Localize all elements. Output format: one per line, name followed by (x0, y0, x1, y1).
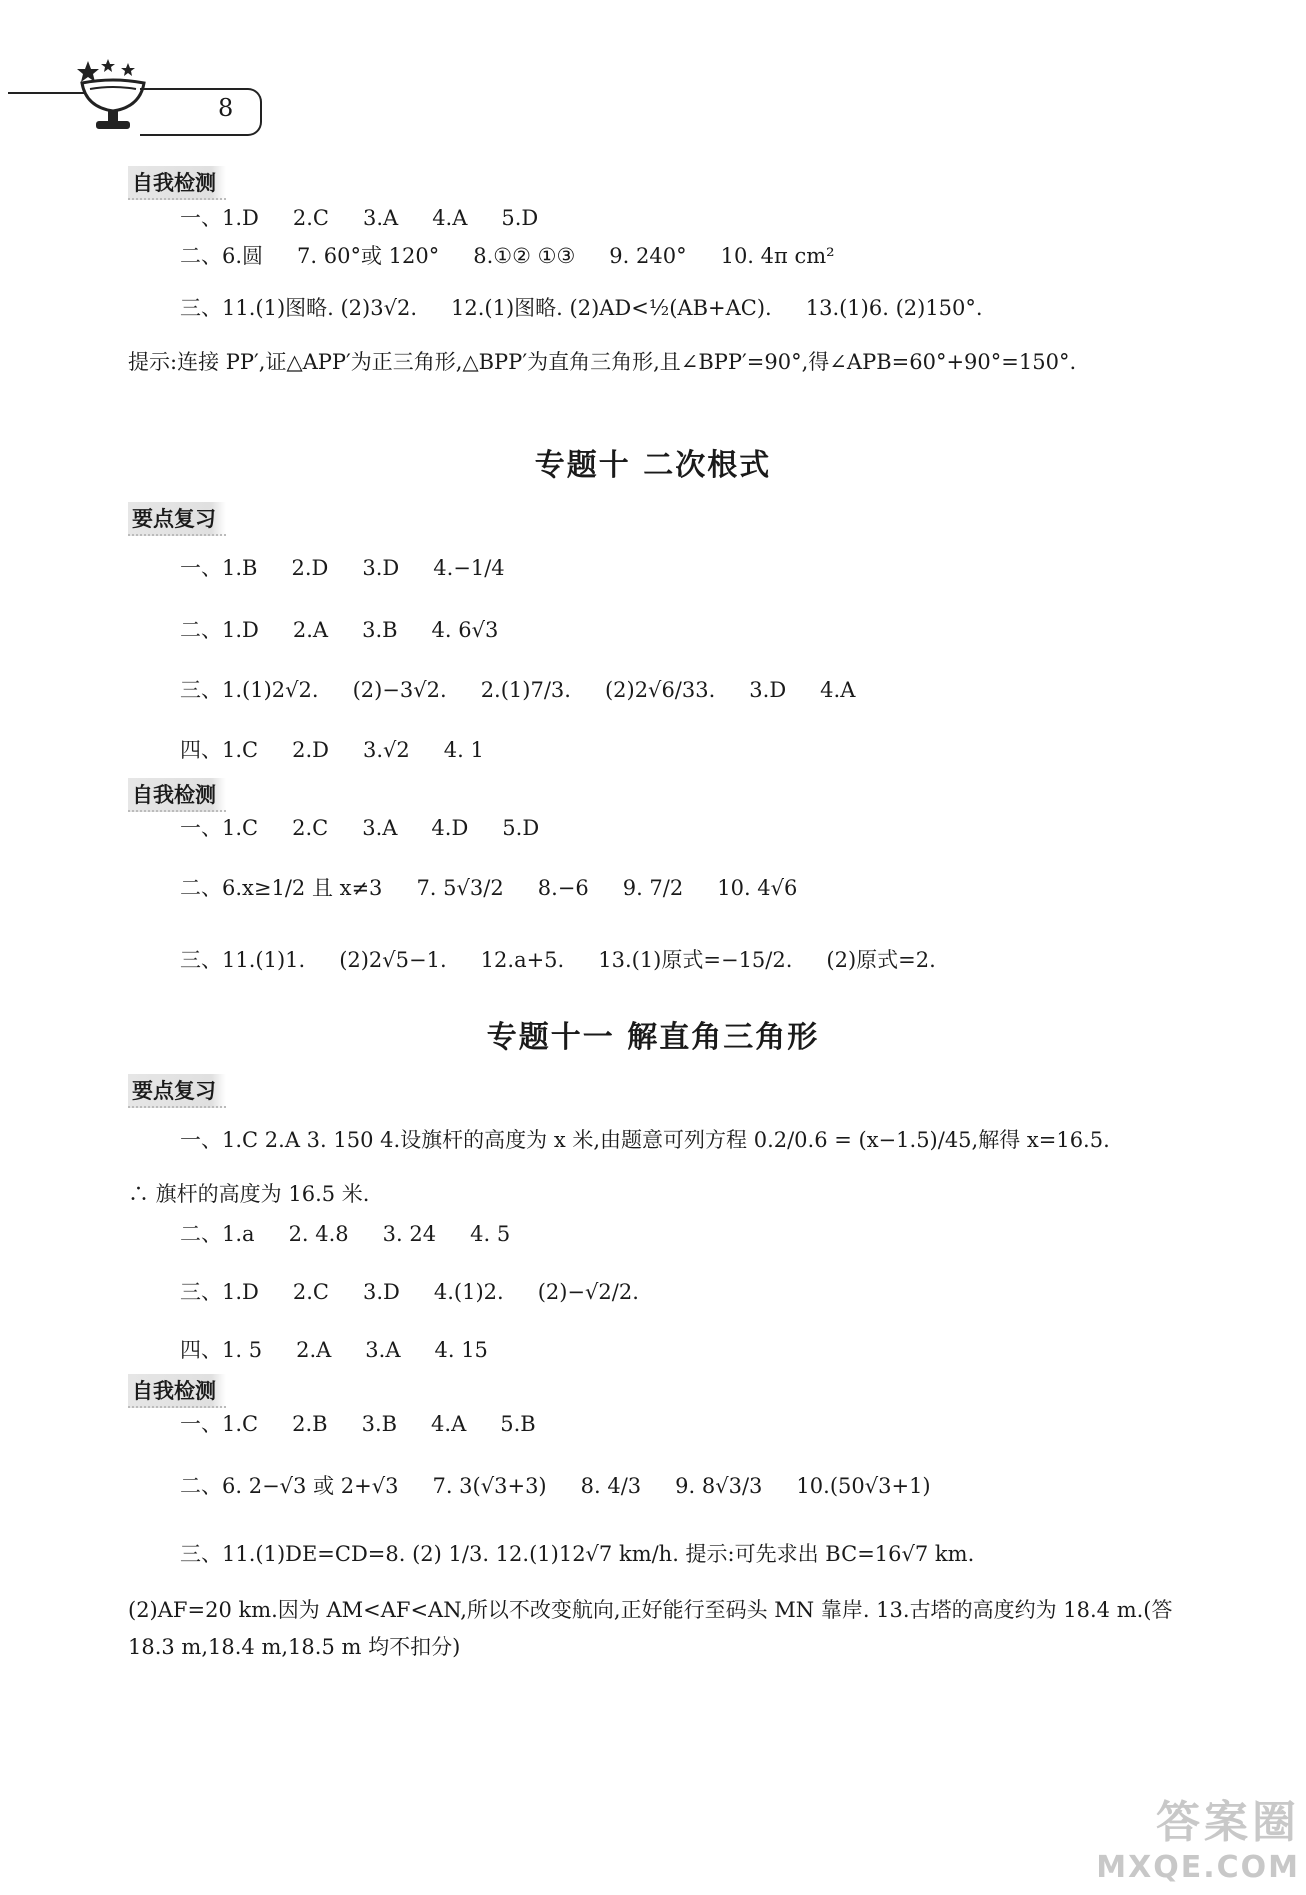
answer-row: 一、1.D 2.C 3.A 4.A 5.D (180, 206, 539, 230)
topic-title: 专题十 二次根式 (534, 448, 772, 483)
answer-row: ∴ 旗杆的高度为 16.5 米. (128, 1182, 370, 1206)
section-label-self-check: 自我检测 (128, 1374, 226, 1408)
watermark (1096, 1786, 1300, 1885)
answer-row: 二、1.a 2. 4.8 3. 24 4. 5 (180, 1222, 511, 1246)
answer-row: 二、6. 2−√3 或 2+√3 7. 3(√3+3) 8. 4/3 9. 8√3/3 10.(50√3+1) (180, 1474, 931, 1498)
answer-row: 一、1.C 2.A 3. 150 4.设旗杆的高度为 x 米,由题意可列方程 0.2/0.6 = (x−1.5)/45,解得 x=16.5. (180, 1128, 1110, 1152)
section-label-self-check: 自我检测 (128, 778, 226, 812)
answer-row: 一、1.C 2.B 3.B 4.A 5.B (180, 1412, 536, 1436)
page-number: 8 (218, 94, 234, 122)
answer-row: 四、1.C 2.D 3.√2 4. 1 (180, 738, 484, 762)
topic-title: 专题十一 解直角三角形 (486, 1020, 820, 1055)
answer-paragraph: (2)AF=20 km.因为 AM<AF<AN,所以不改变航向,正好能行至码头 MN 靠岸. 13.古塔的高度约为 18.4 m.(答 18.3 m,18.4 m,18.5 m 均不扣分) (128, 1598, 1173, 1659)
watermark-url: MXQE.COM (1096, 1850, 1300, 1885)
answer-row: 三、11.(1)图略. (2)3√2. 12.(1)图略. (2)AD<½(AB+AC). 13.(1)6. (2)150°. (180, 296, 983, 320)
answer-row: 一、1.C 2.C 3.A 4.D 5.D (180, 816, 540, 840)
answer-row: 二、1.D 2.A 3.B 4. 6√3 (180, 618, 499, 642)
answer-row: 三、1.(1)2√2. (2)−3√2. 2.(1)7/3. (2)2√6/33. 3.D 4.A (180, 678, 856, 702)
answer-row: 二、6.圆 7. 60°或 120° 8.①② ①③ 9. 240° 10. 4π cm² (180, 244, 835, 268)
answer-row: 四、1. 5 2.A 3.A 4. 15 (180, 1338, 488, 1362)
answer-row: 一、1.B 2.D 3.D 4.−1/4 (180, 556, 505, 580)
answer-row: 三、11.(1)DE=CD=8. (2) 1/3. 12.(1)12√7 km/h. 提示:可先求出 BC=16√7 km. (180, 1542, 975, 1566)
hint-paragraph: 提示:连接 PP′,证△APP′为正三角形,△BPP′为直角三角形,且∠BPP′=90°,得∠APB=60°+90°=150°. (128, 350, 1077, 374)
answer-row: 三、1.D 2.C 3.D 4.(1)2. (2)−√2/2. (180, 1280, 639, 1304)
watermark-title: 答案圈 (1156, 1797, 1300, 1848)
page-number-box (140, 88, 262, 136)
section-label-review: 要点复习 (128, 1074, 226, 1108)
answer-row: 二、6.x≥1/2 且 x≠3 7. 5√3/2 8.−6 9. 7/2 10. 4√6 (180, 876, 798, 900)
section-label-review: 要点复习 (128, 502, 226, 536)
section-label-self-check: 自我检测 (128, 166, 226, 200)
answer-row: 三、11.(1)1. (2)2√5−1. 12.a+5. 13.(1)原式=−15/2. (2)原式=2. (180, 948, 936, 972)
